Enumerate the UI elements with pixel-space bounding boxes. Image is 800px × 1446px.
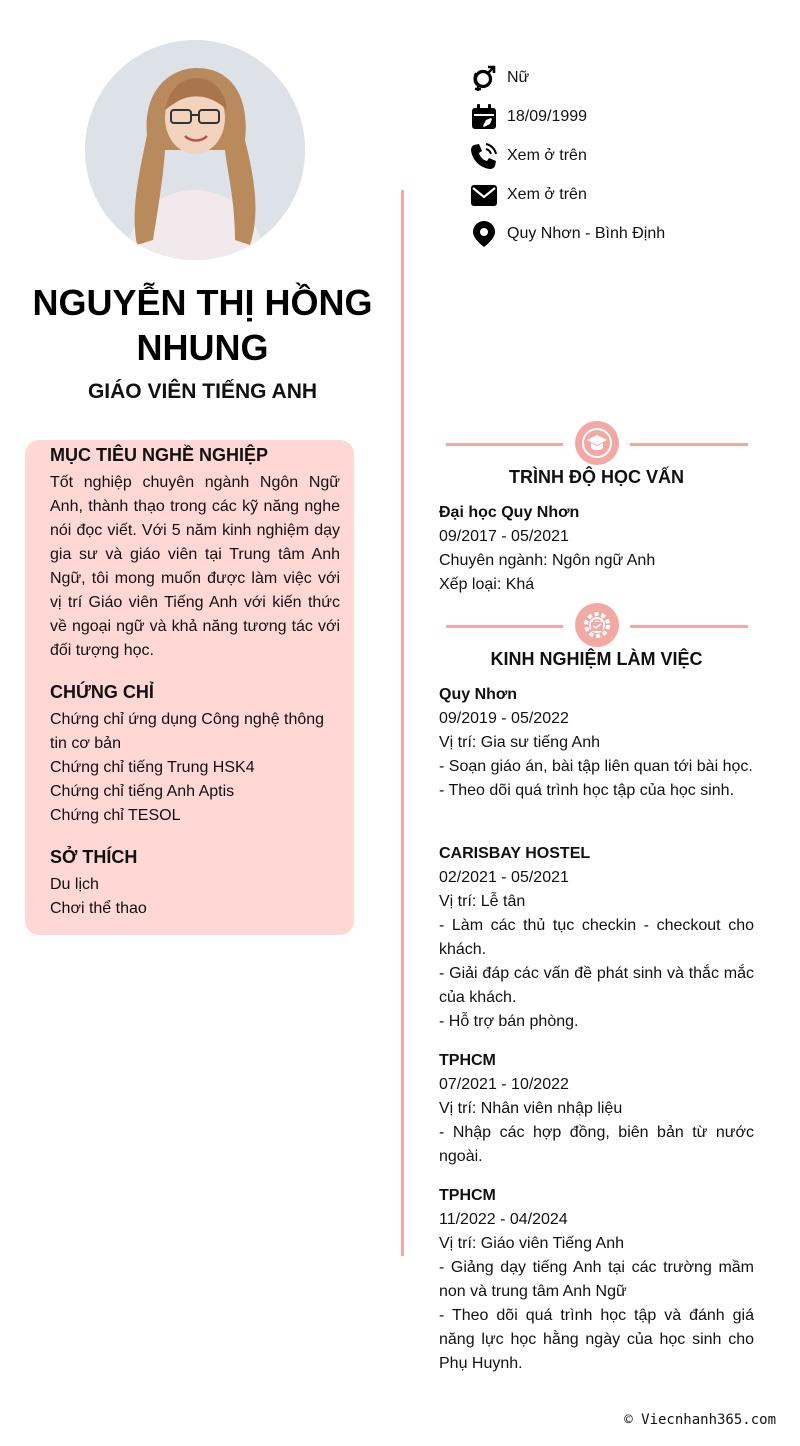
job-task: - Soạn giáo án, bài tập liên quan tới bài học.: [439, 758, 753, 775]
location-icon: [470, 220, 498, 248]
hobbies-heading: SỞ THÍCH: [50, 847, 138, 867]
school-name: Đại học Quy Nhơn: [439, 504, 580, 521]
job-entry: [439, 683, 754, 803]
calendar-icon: [470, 103, 498, 131]
job-task: - Theo dõi quá trình học tập của học sinh.: [439, 782, 735, 799]
contact-gender: [470, 58, 790, 97]
objective-section: [50, 441, 340, 663]
job-entry: [439, 842, 754, 1034]
gender-value: Nữ: [507, 68, 530, 86]
objective-text: Tốt nghiệp chuyên ngành Ngôn Ngữ Anh, thành thạo trong các kỹ năng nghe nói đọc viết. Với 5 năm kinh nghiệm dạy gia sư và giáo viên tại Trung tâm Anh Ngữ, tôi mong muốn được làm việc với vị trí Giáo viên Tiếng Anh với kiến thức về ngoại ngữ và khả năng tương tác với đối tượng học.: [50, 474, 340, 659]
hobbies-section: [50, 843, 340, 921]
education-entry: [439, 501, 754, 597]
certificate-item: Chứng chỉ TESOL: [50, 807, 181, 824]
gender-icon: [470, 64, 498, 92]
hobby-item: Chơi thể thao: [50, 900, 147, 917]
job-company: TPHCM: [439, 1187, 496, 1204]
job-task: - Giải đáp các vấn đề phát sinh và thắc mắc của khách.: [439, 965, 754, 1006]
job-company: CARISBAY HOSTEL: [439, 845, 591, 862]
job-task: - Giảng dạy tiếng Anh tại các trường mầm non và trung tâm Anh Ngữ: [439, 1259, 754, 1300]
job-position: Vị trí: Nhân viên nhập liệu: [439, 1100, 623, 1117]
job-position: Vị trí: Lễ tân: [439, 893, 526, 910]
graduation-cap-icon: [575, 421, 619, 465]
education-heading: TRÌNH ĐỘ HỌC VẤN: [509, 467, 684, 487]
birthday-value: 18/09/1999: [507, 107, 588, 125]
header-line: [630, 443, 748, 446]
contact-location: [470, 214, 790, 253]
contact-phone: [470, 136, 790, 175]
column-divider: [401, 190, 404, 1256]
location-value: Quy Nhơn - Bình Định: [507, 224, 666, 242]
certificates-section: [50, 678, 340, 828]
education-grade: Xếp loại: Khá: [439, 576, 535, 593]
email-value: Xem ở trên: [507, 185, 587, 203]
avatar: [85, 40, 305, 260]
job-company: Quy Nhơn: [439, 686, 518, 703]
portrait-image: [85, 40, 305, 260]
job-period: 02/2021 - 05/2021: [439, 869, 569, 886]
job-position: Vị trí: Gia sư tiếng Anh: [439, 734, 601, 751]
certificates-heading: CHỨNG CHỈ: [50, 682, 154, 702]
footer-copyright: © Viecnhanh365.com: [624, 1412, 776, 1428]
job-position: Vị trí: Giáo viên Tiếng Anh: [439, 1235, 624, 1252]
job-task: - Theo dõi quá trình học tập và đánh giá năng lực học hằng ngày của học sinh cho Phụ Huynh.: [439, 1307, 754, 1372]
hobby-item: Du lịch: [50, 876, 99, 893]
job-entry: [439, 1184, 754, 1376]
contact-list: [470, 58, 790, 253]
experience-heading: KINH NGHIỆM LÀM VIỆC: [490, 649, 703, 669]
email-icon: [470, 181, 498, 209]
education-major: Chuyên ngành: Ngôn ngữ Anh: [439, 552, 656, 569]
header-line: [446, 443, 563, 446]
objective-heading: MỤC TIÊU NGHỀ NGHIỆP: [50, 445, 269, 465]
job-period: 07/2021 - 10/2022: [439, 1076, 569, 1093]
job-period: 11/2022 - 04/2024: [439, 1211, 568, 1228]
job-title: GIÁO VIÊN TIẾNG ANH: [87, 380, 318, 403]
contact-email: [470, 175, 790, 214]
candidate-name: NGUYỄN THỊ HỒNG NHUNG: [32, 282, 373, 368]
phone-icon: [470, 142, 498, 170]
certificate-item: Chứng chỉ tiếng Anh Aptis: [50, 783, 235, 800]
job-period: 09/2019 - 05/2022: [439, 710, 569, 727]
job-task: - Làm các thủ tục checkin - checkout cho khách.: [439, 917, 754, 958]
header-line: [446, 625, 563, 628]
phone-value: Xem ở trên: [507, 146, 587, 164]
briefcase-gear-icon: [575, 603, 619, 647]
certificate-item: Chứng chỉ tiếng Trung HSK4: [50, 759, 255, 776]
job-task: - Nhập các hợp đồng, biên bản từ nước ngoài.: [439, 1124, 754, 1165]
job-entry: [439, 1049, 754, 1169]
certificate-item: Chứng chỉ ứng dụng Công nghệ thông tin cơ bản: [50, 711, 325, 752]
education-period: 09/2017 - 05/2021: [439, 528, 569, 545]
job-task: - Hỗ trợ bán phòng.: [439, 1013, 579, 1030]
contact-birthday: [470, 97, 790, 136]
header-line: [630, 625, 748, 628]
job-company: TPHCM: [439, 1052, 496, 1069]
